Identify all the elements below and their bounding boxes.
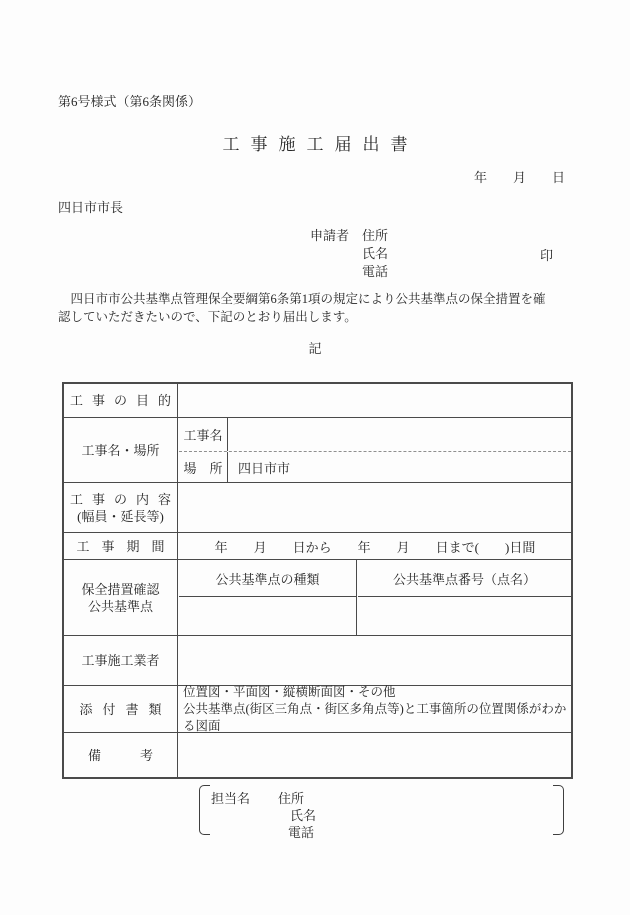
record-mark: 記: [308, 341, 322, 356]
body-line-2: 認していただきたいので、下記のとおり届出します。: [58, 310, 357, 324]
body-paragraph: [58, 290, 578, 326]
content-label: 工事の内容 (幅員・延長等): [64, 483, 178, 532]
page-title: 工事施工届出書: [222, 135, 419, 154]
applicant-phone-label: 電話: [362, 264, 389, 279]
date-line: 年 月 日: [473, 170, 565, 185]
period-label: 工事期間: [64, 533, 178, 559]
period-row: [64, 533, 571, 560]
benchmark-number-header: 公共基準点番号（点名）: [358, 560, 571, 597]
addressee: 四日市市長: [58, 200, 124, 215]
attachments-label: 添付書類: [64, 686, 178, 732]
purpose-value-cell: [179, 384, 571, 417]
benchmark-number-value-cell: [358, 598, 571, 635]
work-name-subrow: [179, 418, 571, 452]
applicant-label: 申請者: [310, 228, 350, 243]
right-bracket-icon: [553, 785, 564, 835]
content-row: [64, 483, 571, 533]
applicant-address-label: 住所: [362, 228, 389, 243]
attachments-line-1: 位置図・平面図・縦横断面図・その他: [183, 684, 396, 699]
benchmark-kind-value-cell: [179, 598, 356, 635]
contact-label: 担当名: [211, 791, 251, 806]
spacer: [349, 227, 362, 245]
name-place-label: 工事名・場所: [64, 418, 178, 482]
period-value-cell: 年 月 日から 年 月 日まで( )日間: [214, 539, 536, 555]
work-name-value-cell: [229, 418, 571, 451]
body-line-1: 四日市市公共基準点管理保全要綱第6条第1項の規定により公共基準点の保全措置を確: [58, 292, 546, 306]
attachments-line-2: 公共基準点(街区三角点・街区多角点等)と工事箇所の位置関係がわかる図面: [183, 701, 567, 733]
benchmark-label: 保全措置確認 公共基準点: [64, 560, 178, 635]
seal-mark: 印: [540, 248, 554, 263]
contractor-row: [64, 636, 571, 686]
remarks-value-cell: [179, 733, 571, 777]
remarks-row: [64, 733, 571, 777]
contact-address-label: 住所: [278, 791, 305, 806]
remarks-label: 備 考: [64, 733, 178, 777]
work-name-label: 工事名: [179, 418, 228, 451]
attachments-row: [64, 686, 571, 733]
benchmark-number-column: [358, 560, 571, 635]
contact-name-label: 氏名: [290, 808, 317, 823]
applicant-address-line: [310, 227, 388, 245]
content-value-cell: [179, 483, 571, 532]
name-place-row: [64, 418, 571, 483]
benchmark-kind-column: [179, 560, 357, 635]
contact-phone-label: 電話: [288, 825, 315, 840]
purpose-row: [64, 384, 571, 418]
attachments-value-cell: [179, 686, 571, 732]
applicant-block: [310, 227, 388, 281]
left-bracket-icon: [199, 785, 210, 835]
benchmark-kind-header: 公共基準点の種類: [179, 560, 356, 597]
form-table: [62, 382, 573, 779]
place-subrow: [179, 452, 571, 482]
benchmark-row: [64, 560, 571, 636]
purpose-label: 工事の目的: [64, 384, 178, 417]
contractor-label: 工事施工業者: [64, 636, 178, 685]
place-label: 場 所: [179, 452, 228, 482]
form-number: 第6号様式（第6条関係）: [58, 94, 202, 109]
applicant-name-label: 氏名: [362, 246, 389, 261]
place-value-cell: 四日市市: [238, 460, 291, 476]
contractor-value-cell: [179, 636, 571, 685]
